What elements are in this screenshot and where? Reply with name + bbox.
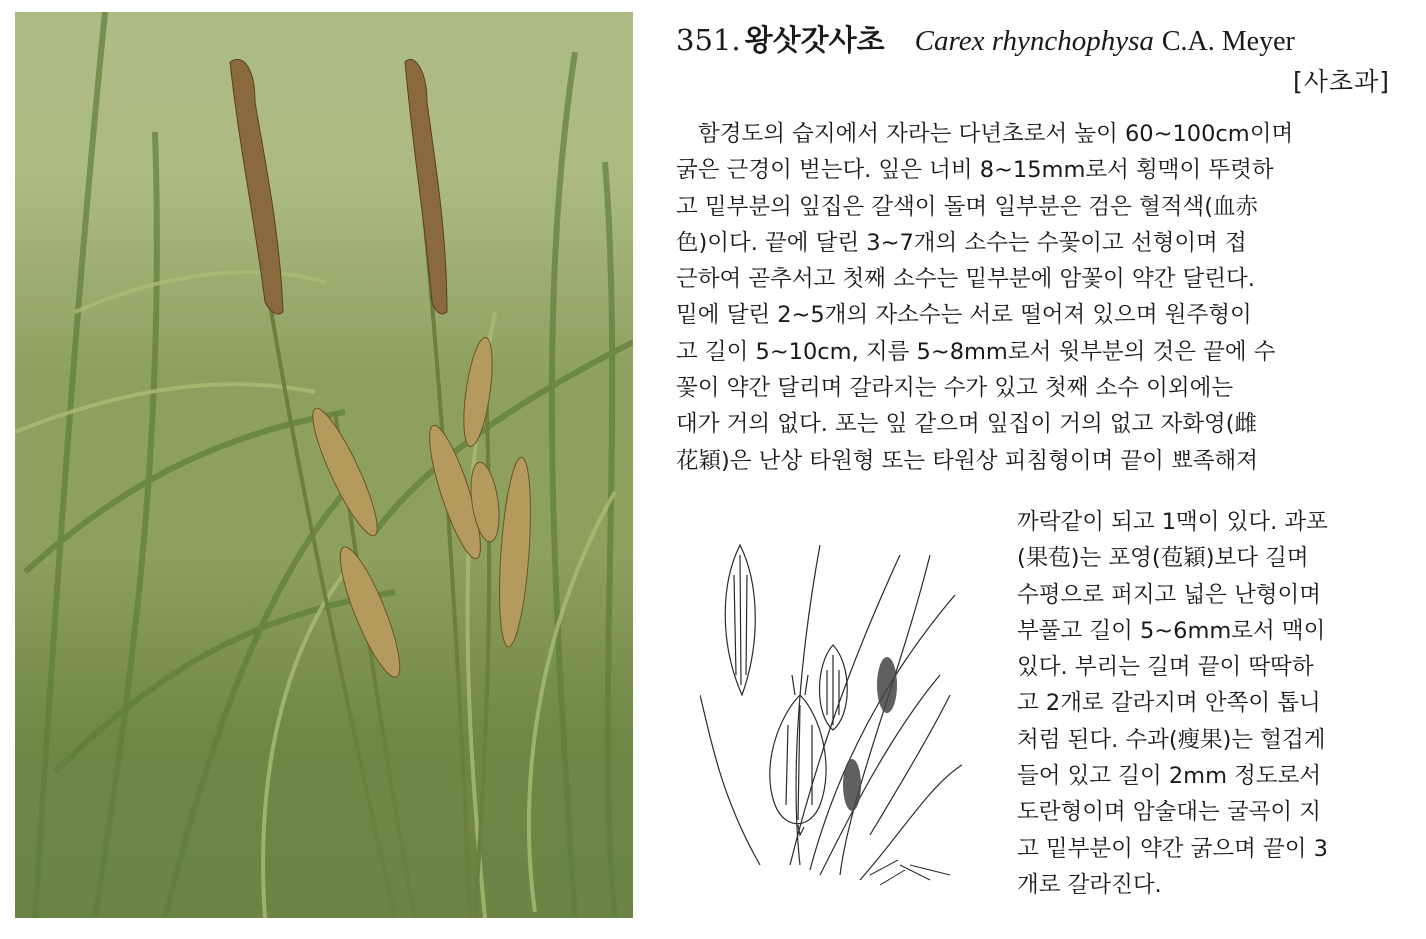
- text-line: 고 2개로 갈라지며 안쪽이 톱니: [1017, 690, 1321, 717]
- author-name: C.A. Meyer: [1161, 26, 1295, 57]
- text-line: 色)이다. 끝에 달린 3~7개의 소수는 수꽃이고 선형이며 접: [676, 229, 1247, 256]
- text-line: 근하여 곧추서고 첫째 소수는 밑부분에 암꽃이 약간 달린다.: [676, 266, 1255, 293]
- text-line: 고 길이 5~10cm, 지름 5~8mm로서 윗부분의 것은 끝에 수: [676, 338, 1276, 365]
- description-narrow: [1017, 504, 1413, 903]
- text-line: 대가 거의 없다. 포는 잎 같으며 잎집이 거의 없고 자화영(雌: [676, 411, 1257, 438]
- text-line: 부풀고 길이 5~6mm로서 맥이: [1017, 617, 1326, 644]
- botanical-illustration: [700, 535, 972, 893]
- description-wide: [676, 116, 1413, 479]
- text-line: 들어 있고 길이 2mm 정도로서: [1017, 763, 1322, 790]
- species-number: 351.: [676, 23, 741, 57]
- text-line: 있다. 부리는 길며 끝이 딱딱하: [1017, 654, 1314, 681]
- text-line: 도란형이며 암술대는 굴곡이 지: [1017, 799, 1322, 826]
- korean-name: 왕삿갓사초: [744, 23, 885, 57]
- text-line: 함경도의 습지에서 자라는 다년초로서 높이 60~100cm이며: [698, 121, 1294, 147]
- text-line: 고 밑부분의 잎집은 갈색이 돌며 일부분은 검은 혈적색(血赤: [676, 193, 1259, 220]
- family-label: [사초과]: [1293, 67, 1390, 96]
- plant-photo: [15, 12, 633, 918]
- text-line: 고 밑부분이 약간 굵으며 끝이 3: [1017, 835, 1328, 862]
- sedge-photo-graphic: [15, 12, 633, 918]
- text-line: 개로 갈라진다.: [1017, 871, 1162, 898]
- text-line: 굵은 근경이 벋는다. 잎은 너비 8~15mm로서 횡맥이 뚜렷하: [676, 157, 1274, 184]
- text-line: (果苞)는 포영(苞穎)보다 길며: [1017, 545, 1309, 572]
- text-line: 花穎)은 난상 타원형 또는 타원상 피침형이며 끝이 뾰족해져: [676, 447, 1259, 474]
- text-line: 밑에 달린 2~5개의 자소수는 서로 떨어져 있으며 원주형이: [676, 302, 1252, 329]
- text-line: 처럼 된다. 수과(瘦果)는 헐겁게: [1017, 726, 1326, 753]
- species-title: [676, 22, 1295, 62]
- text-line: 까락같이 되고 1맥이 있다. 과포: [1017, 509, 1328, 535]
- scientific-name: Carex rhynchophysa: [914, 25, 1154, 57]
- text-line: 수평으로 퍼지고 넓은 난형이며: [1017, 581, 1322, 608]
- text-line: 꽃이 약간 달리며 갈라지는 수가 있고 첫째 소수 이외에는: [676, 375, 1234, 402]
